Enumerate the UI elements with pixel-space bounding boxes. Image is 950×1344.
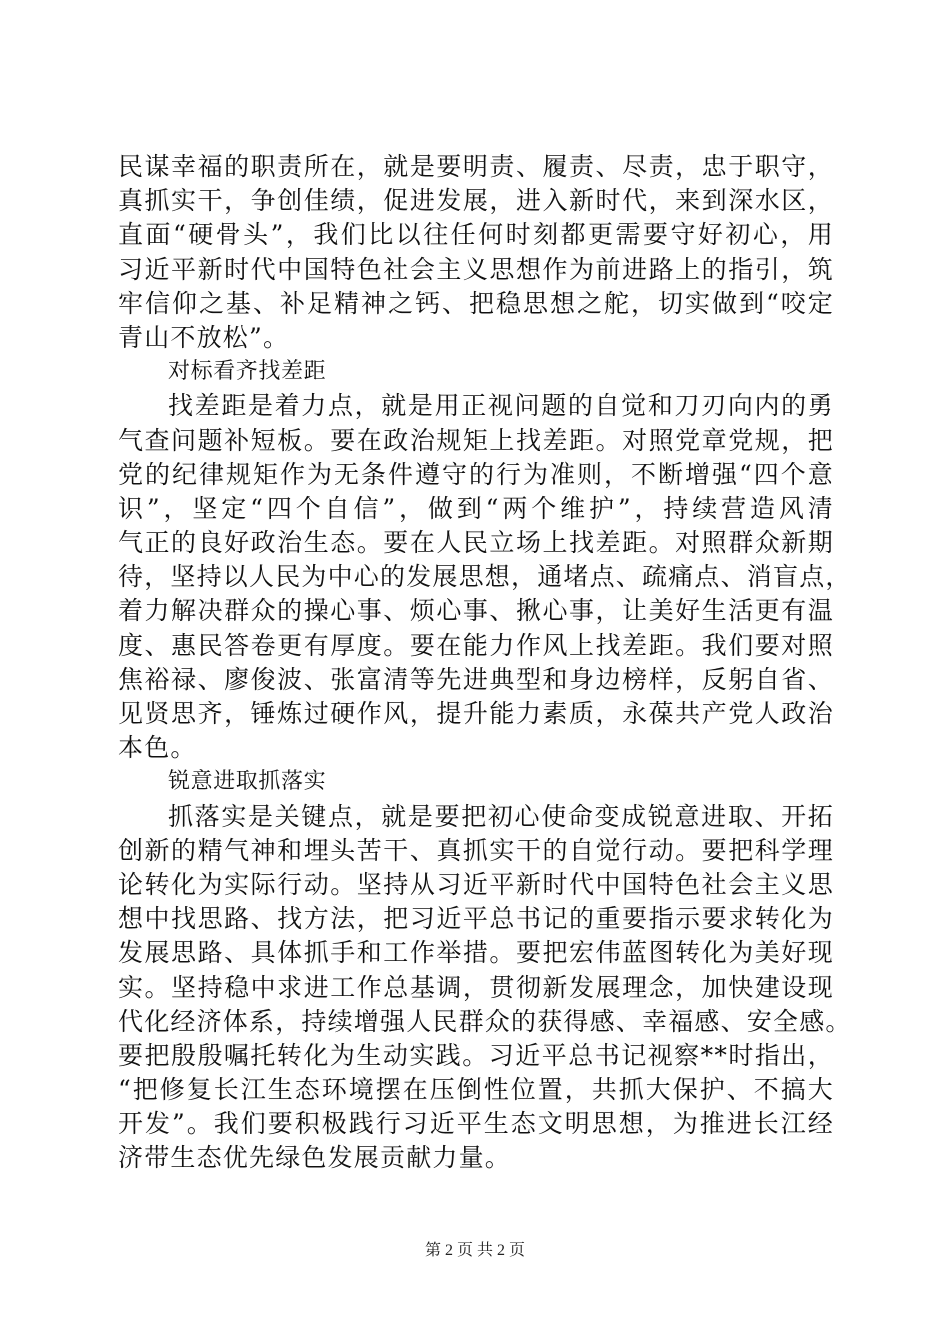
text-line: 本色。 [118, 733, 197, 763]
text-line: 民谋幸福的职责所在，就是要明责、履责、尽责，忠于职守， [118, 152, 834, 181]
text-line: 实。坚持稳中求进工作总基调，贯彻新发展理念，加快建设现 [118, 972, 834, 1002]
section-heading-2: 锐意进取抓落实 [168, 769, 327, 795]
text-line: 习近平新时代中国特色社会主义思想作为前进路上的指引，筑 [118, 254, 834, 284]
text-line: 直面“硬骨头”，我们比以往任何时刻都更需要守好初心，用 [118, 220, 834, 250]
text-line: 见贤思齐，锤炼过硬作风，提升能力素质，永葆共产党人政治 [118, 699, 834, 728]
text-line: 代化经济体系，持续增强人民群众的获得感、幸福感、安全感。 [118, 1006, 852, 1036]
text-line: 济带生态优先绿色发展贡献力量。 [118, 1143, 512, 1173]
paragraph-3 [118, 800, 852, 1176]
text-line: 想中找思路、找方法，把习近平总书记的重要指示要求转化为 [118, 904, 834, 934]
document-body [118, 150, 852, 1176]
text-line: 待，坚持以人民为中心的发展思想，通堵点、疏痛点、消盲点， [118, 562, 852, 592]
paragraph-1 [118, 150, 834, 355]
text-line: 着力解决群众的操心事、烦心事、揪心事，让美好生活更有温 [118, 596, 834, 626]
text-line: 开发”。我们要积极践行习近平生态文明思想，为推进长江经 [118, 1109, 834, 1139]
text-line: 抓落实是关键点，就是要把初心使命变成锐意进取、开拓 [168, 801, 834, 831]
text-line: 真抓实干，争创佳绩，促进发展，进入新时代，来到深水区， [118, 186, 834, 216]
text-line: “把修复长江生态环境摆在压倒性位置，共抓大保护、不搞大 [118, 1075, 834, 1105]
text-line: 焦裕禄、廖俊波、张富清等先进典型和身边榜样，反躬自省、 [118, 664, 834, 694]
text-line: 创新的精气神和埋头苦干、真抓实干的自觉行动。要把科学理 [118, 835, 834, 865]
paragraph-2 [118, 389, 852, 765]
text-line: 要把殷殷嘱托转化为生动实践。习近平总书记视察**时指出， [118, 1040, 834, 1070]
text-line: 牢信仰之基、补足精神之钙、把稳思想之舵，切实做到“咬定 [118, 288, 834, 318]
text-line: 党的纪律规矩作为无条件遵守的行为准则，不断增强“四个意 [118, 459, 834, 489]
text-line: 识”，坚定“四个自信”，做到“两个维护”，持续营造风清 [118, 493, 834, 523]
text-line: 找差距是着力点，就是用正视问题的自觉和刀刃向内的勇 [168, 391, 834, 421]
text-line: 气正的良好政治生态。要在人民立场上找差距。对照群众新期 [118, 528, 834, 558]
section-heading-1: 对标看齐找差距 [168, 359, 327, 385]
text-line: 发展思路、具体抓手和工作举措。要把宏伟蓝图转化为美好现 [118, 938, 834, 968]
text-line: 青山不放松”。 [118, 322, 290, 352]
text-line: 度、惠民答卷更有厚度。要在能力作风上找差距。我们要对照 [118, 630, 834, 660]
text-line: 论转化为实际行动。坚持从习近平新时代中国特色社会主义思 [118, 869, 834, 899]
text-line: 气查问题补短板。要在政治规矩上找差距。对照党章党规，把 [118, 425, 834, 455]
page-footer: 第 2 页 共 2 页 [424, 1242, 525, 1259]
